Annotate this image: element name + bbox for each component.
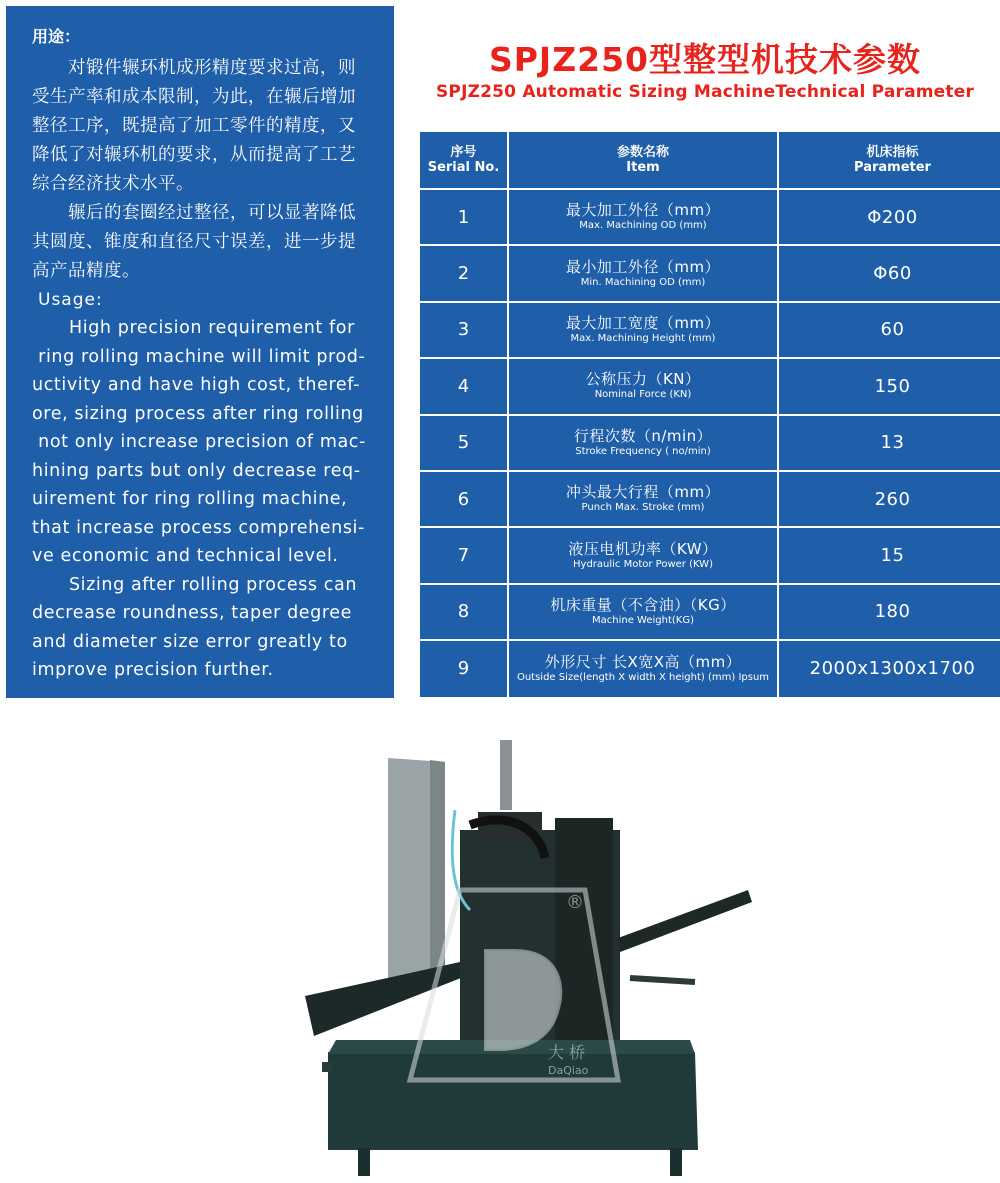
cell-item — [508, 245, 778, 301]
item-name-cn: 最大加工外径（mm） — [565, 201, 721, 220]
feed-chute-left — [305, 962, 466, 1036]
machine-foot-left — [358, 1148, 370, 1176]
item-name-en: Punch Max. Stroke (mm) — [581, 502, 705, 514]
cell-serial-no: 8 — [420, 584, 508, 640]
cell-item — [508, 584, 778, 640]
usage-text-line: ore, sizing process after ring rolling — [32, 403, 364, 424]
cell-parameter: 150 — [778, 358, 1000, 414]
logo-registered-mark: ® — [566, 892, 584, 913]
header-parameter-en: Parameter — [854, 160, 931, 175]
usage-text-line: hining parts but only decrease req- — [32, 460, 361, 481]
cell-parameter: 180 — [778, 584, 1000, 640]
cell-serial-no: 1 — [420, 189, 508, 245]
item-name-en: Max. Machining OD (mm) — [579, 220, 707, 232]
usage-text-line: decrease roundness, taper degree — [32, 603, 353, 623]
usage-text-line: High precision requirement for — [32, 318, 355, 338]
logo-text-en: DaQiao — [548, 1064, 589, 1077]
item-name-en: Stroke Frequency ( no/min) — [575, 445, 711, 457]
usage-panel — [6, 6, 394, 698]
table-row — [420, 471, 1000, 527]
item-name-en: Outside Size(length X width X height) (mm) Ipsum — [516, 671, 770, 683]
cell-serial-no: 9 — [420, 640, 508, 696]
cell-parameter: Φ200 — [778, 189, 1000, 245]
usage-paragraph-cn-1: 对锻件辗环机成形精度要求过高，则受生产率和成本限制，为此，在辗后增加整径工序，既提高了加工零件的精度，又降低了对辗环机的要求，从而提高了工艺综合经济技术水平。 — [32, 58, 356, 194]
usage-heading-en: Usage: — [38, 290, 103, 310]
usage-text-line: ring rolling machine will limit prod- — [32, 346, 366, 367]
discharge-chute-right — [618, 890, 752, 952]
cell-serial-no: 3 — [420, 302, 508, 358]
cell-parameter: 13 — [778, 415, 1000, 471]
cell-parameter: 60 — [778, 302, 1000, 358]
hydraulic-cylinder — [500, 740, 512, 810]
usage-text-line: uirement for ring rolling machine, — [32, 489, 348, 509]
item-name-en: Nominal Force (KN) — [594, 389, 692, 401]
cell-serial-no: 4 — [420, 358, 508, 414]
cell-item — [508, 640, 778, 696]
machine-drain-plug — [322, 1062, 332, 1072]
cell-item — [508, 358, 778, 414]
item-name-cn: 行程次数（n/min） — [573, 426, 713, 445]
usage-text-line: improve precision further. — [32, 660, 274, 680]
item-name-cn: 最小加工外径（mm） — [565, 257, 721, 276]
usage-text-line: not only increase precision of mac- — [32, 432, 366, 452]
item-name-en: Max. Machining Height (mm) — [570, 332, 716, 344]
page-title: SPJZ250型整型机技术参数 — [488, 40, 922, 79]
usage-text-line: and diameter size error greatly to — [32, 631, 348, 652]
table-row — [420, 584, 1000, 640]
item-name-cn: 机床重量（不含油）（KG） — [550, 595, 736, 614]
table-header-row — [420, 132, 1000, 189]
cell-parameter: 260 — [778, 471, 1000, 527]
table-row — [420, 640, 1000, 696]
parameter-table — [420, 132, 1000, 697]
cell-item — [508, 302, 778, 358]
cell-serial-no: 7 — [420, 527, 508, 583]
usage-text-line: Sizing after rolling process can — [32, 574, 358, 595]
header-parameter — [778, 132, 1000, 189]
machine-image — [300, 740, 760, 1180]
cell-item — [508, 189, 778, 245]
item-name-en: Hydraulic Motor Power (KW) — [573, 558, 713, 570]
logo-text-cn: 大 桥 — [548, 1043, 586, 1062]
table-row — [420, 527, 1000, 583]
machine-foot-right — [670, 1148, 682, 1176]
item-name-cn: 公称压力（KN） — [585, 370, 701, 389]
cell-serial-no: 2 — [420, 245, 508, 301]
header-item-cn: 参数名称 — [616, 145, 669, 160]
header-parameter-cn: 机床指标 — [866, 145, 919, 160]
machine-base-tank — [328, 1052, 698, 1150]
item-name-cn: 外形尺寸 长X宽X高（mm） — [544, 652, 742, 671]
conveyor-rail — [630, 978, 695, 982]
header-item — [508, 132, 778, 189]
item-name-cn: 液压电机功率（KW） — [568, 539, 718, 558]
usage-text-line: ve economic and technical level. — [32, 546, 339, 566]
header-serial-no-cn: 序号 — [450, 145, 477, 160]
cell-serial-no: 6 — [420, 471, 508, 527]
cell-parameter: Φ60 — [778, 245, 1000, 301]
table-row — [420, 245, 1000, 301]
item-name-en: Machine Weight(KG) — [592, 614, 694, 626]
table-row — [420, 415, 1000, 471]
cell-parameter: 2000x1300x1700 — [778, 640, 1000, 696]
usage-paragraph-cn-2: 辗后的套圈经过整径，可以显著降低其圆度、锥度和直径尺寸误差，进一步提高产品精度。 — [32, 203, 356, 281]
usage-text-line: uctivity and have high cost, theref- — [32, 375, 360, 395]
item-name-cn: 冲头最大行程（mm） — [565, 483, 721, 502]
cell-serial-no: 5 — [420, 415, 508, 471]
cell-parameter: 15 — [778, 527, 1000, 583]
page-subtitle: SPJZ250 Automatic Sizing MachineTechnical Parameter — [435, 82, 975, 102]
usage-text-en — [32, 314, 372, 685]
cell-item — [508, 415, 778, 471]
table-row — [420, 302, 1000, 358]
usage-text-line: that increase process comprehensi- — [32, 517, 365, 538]
cell-item — [508, 527, 778, 583]
cell-item — [508, 471, 778, 527]
header-serial-no-en: Serial No. — [427, 160, 500, 175]
table-row — [420, 358, 1000, 414]
header-serial-no — [420, 132, 508, 189]
item-name-cn: 最大加工宽度（mm） — [565, 313, 721, 332]
usage-heading-cn: 用途： — [32, 27, 81, 46]
item-name-en: Min. Machining OD (mm) — [580, 276, 706, 288]
header-item-en: Item — [626, 160, 660, 175]
table-row — [420, 189, 1000, 245]
